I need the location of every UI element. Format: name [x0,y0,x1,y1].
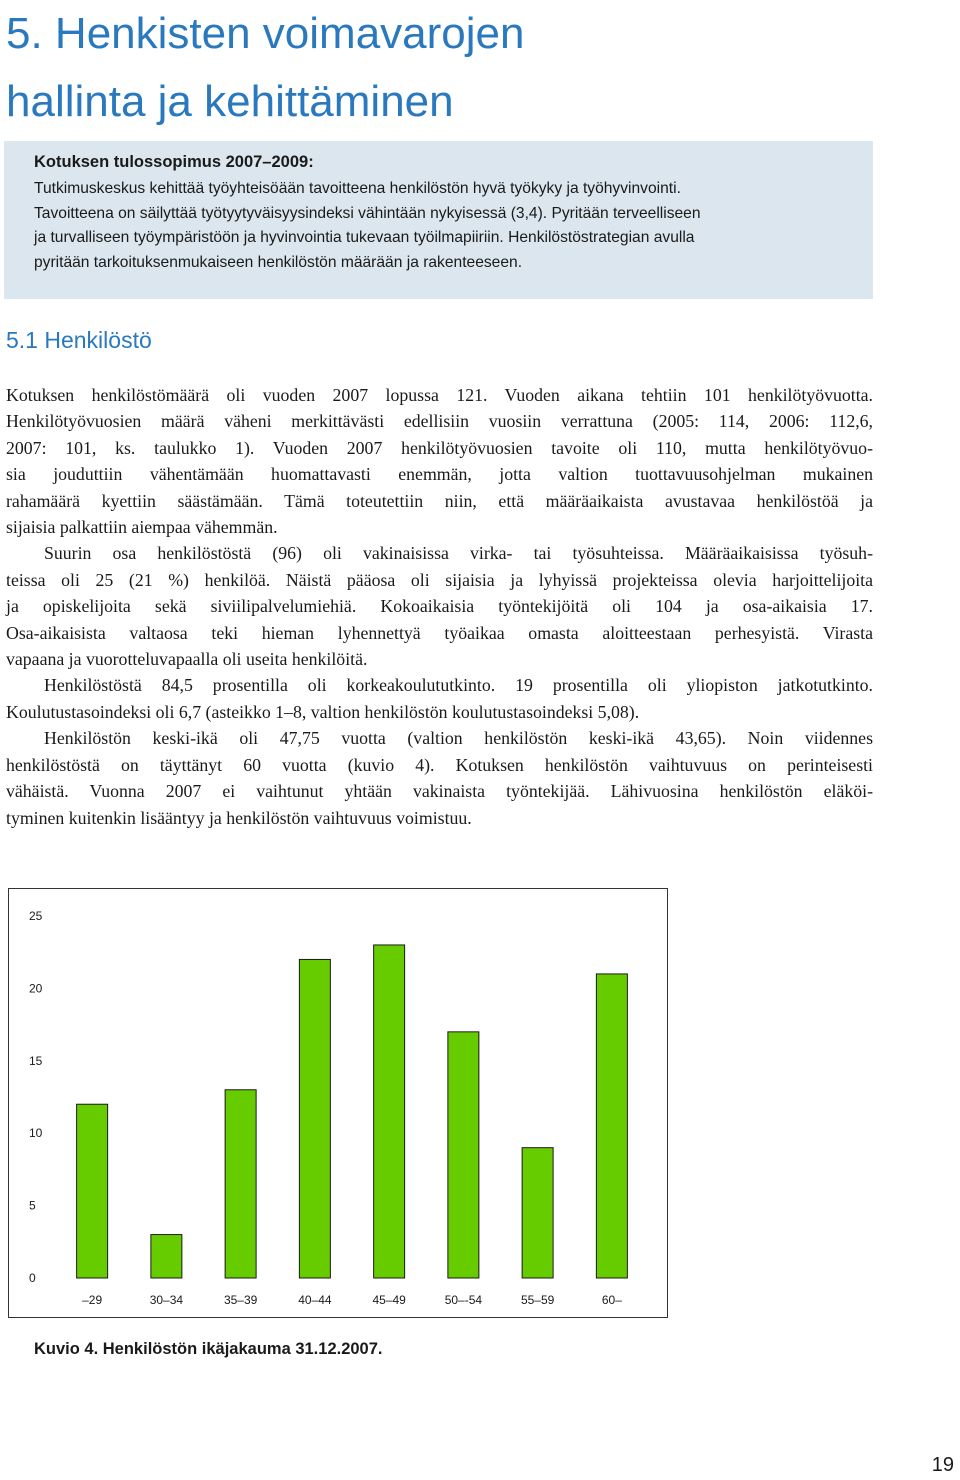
paragraph-age [6,725,873,831]
y-tick-label: 25 [29,909,43,923]
bar-1 [151,1235,182,1278]
x-tick-label: 60– [601,1293,622,1307]
performance-agreement-box [4,141,873,299]
x-tick-label: 45–49 [372,1293,406,1307]
section-title: 5.1 Henkilöstö [6,327,152,353]
text-line: Koulutustasoindeksi oli 6,7 (asteikko 1–8, valtion henkilöstön koulutustasoindeksi 5,08). [6,701,640,722]
text-line: sia jouduttiin vähentämään huomattavasti enemmän, jotta valtion tuottavuusohjelman mukainen [6,464,873,485]
text-line: ja opiskelijoita sekä siviilipalvelumiehiä. Kokoaikaisia työntekijöitä oli 104 ja osa-aikaisia 17. [6,596,873,617]
chapter-title [6,0,906,136]
y-tick-label: 20 [29,981,43,996]
x-tick-label: 55–59 [520,1293,555,1307]
text-line: rahamäärä kyettiin säästämään. Tämä toteutettiin niin, että määräaikaista avustavaa henkilöstöä ja [6,490,873,511]
paragraph-employment [6,540,873,672]
paragraph-education [6,672,873,725]
y-tick-label: 0 [29,1271,36,1285]
page-number: 19 [931,1454,954,1476]
y-tick-label: 15 [29,1053,43,1068]
bar-4 [374,945,405,1278]
text-line: Henkilötyövuosien määrä väheni merkittävästi edellisiin vuosiin verrattuna (2005: 114, 2006: 112,6, [6,411,873,432]
bar-0 [77,1104,108,1278]
body-text [6,382,873,831]
text-line: Kotuksen henkilöstömäärä oli vuoden 2007 lopussa 121. Vuoden aikana tehtiin 101 henkilötyövuotta. [6,385,873,405]
y-tick-label: 5 [29,1198,36,1213]
text-line: Henkilöstöstä 84,5 prosentilla oli korkeakoulututkinto. 19 prosentilla oli yliopiston jatkotutkinto. [44,675,873,696]
y-tick-label: 10 [29,1126,43,1141]
paragraph-staff-count [6,382,873,540]
x-tick-label: 30–34 [149,1293,184,1307]
x-tick-label: 50–-54 [444,1293,483,1307]
text-line: tyminen kuitenkin lisääntyy ja henkilöstön vaihtuvuus voimistuu. [6,807,472,828]
infobox-line: ja turvalliseen työympäristöön ja hyvinvointia tukevaan työilmapiiriin. Henkilöstöstrategian avulla [34,229,695,247]
infobox-line: Tutkimuskeskus kehittää työyhteisöään tavoitteena henkilöstön hyvä työkyky ja työhyvinvointi. [34,180,681,197]
figure-caption: Kuvio 4. Henkilöstön ikäjakauma 31.12.2007. [34,1340,383,1358]
text-line: vapaana ja vuorotteluvapaalla oli useita henkilöitä. [6,649,368,670]
text-line: sijaisia palkattiin aiempaa vähemmän. [6,517,278,538]
text-line: 2007: 101, ks. taulukko 1). Vuoden 2007 henkilötyövuosien tavoite oli 110, mutta henkilötyövuo- [6,437,873,458]
infobox-line: Tavoitteena on säilyttää työtyytyväisyysindeksi vähintään nykyisessä (3,4). Pyritään terveelliseen [34,204,701,222]
text-line: vähäistä. Vuonna 2007 ei vaihtunut yhtään vakinaista työntekijää. Lähivuosina henkilöstön eläköi- [6,781,873,802]
text-line: Suurin osa henkilöstöstä (96) oli vakinaisissa virka- tai työsuhteissa. Määräaikaisissa työsuh- [44,543,873,564]
infobox-line: pyritään tarkoituksenmukaiseen henkilöstön määrään ja rakenteeseen. [34,253,523,271]
text-line: teissa oli 25 (21 %) henkilöä. Näistä pääosa oli sijaisia ja lyhyissä projekteissa olevia harjoittelijoita [6,569,873,590]
x-tick-label: –29 [82,1293,103,1307]
chapter-title-line-2: hallinta ja kehittäminen [6,77,454,126]
infobox-text [34,177,874,275]
bar-6 [522,1148,553,1278]
infobox-heading: Kotuksen tulossopimus 2007–2009: [34,153,314,171]
bar-5 [448,1032,479,1278]
bar-7 [596,974,627,1278]
x-tick-label: 35–39 [223,1293,258,1307]
age-distribution-chart [8,888,668,1318]
text-line: Osa-aikaisista valtaosa teki hieman lyhennettyä työaikaa omasta aloitteestaan perhesyistä. Virasta [6,622,873,643]
chart-svg [9,889,667,1317]
text-line: Henkilöstön keski-ikä oli 47,75 vuotta (valtion henkilöstön keski-ikä 43,65). Noin viidennes [44,728,873,749]
bar-2 [225,1090,256,1278]
text-line: henkilöstöstä on täyttänyt 60 vuotta (kuvio 4). Kotuksen henkilöstön vaihtuvuus on perinteisesti [6,754,873,775]
chapter-title-line-1: 5. Henkisten voimavarojen [6,9,525,58]
bar-3 [299,959,330,1278]
x-tick-label: 40–44 [298,1293,332,1307]
